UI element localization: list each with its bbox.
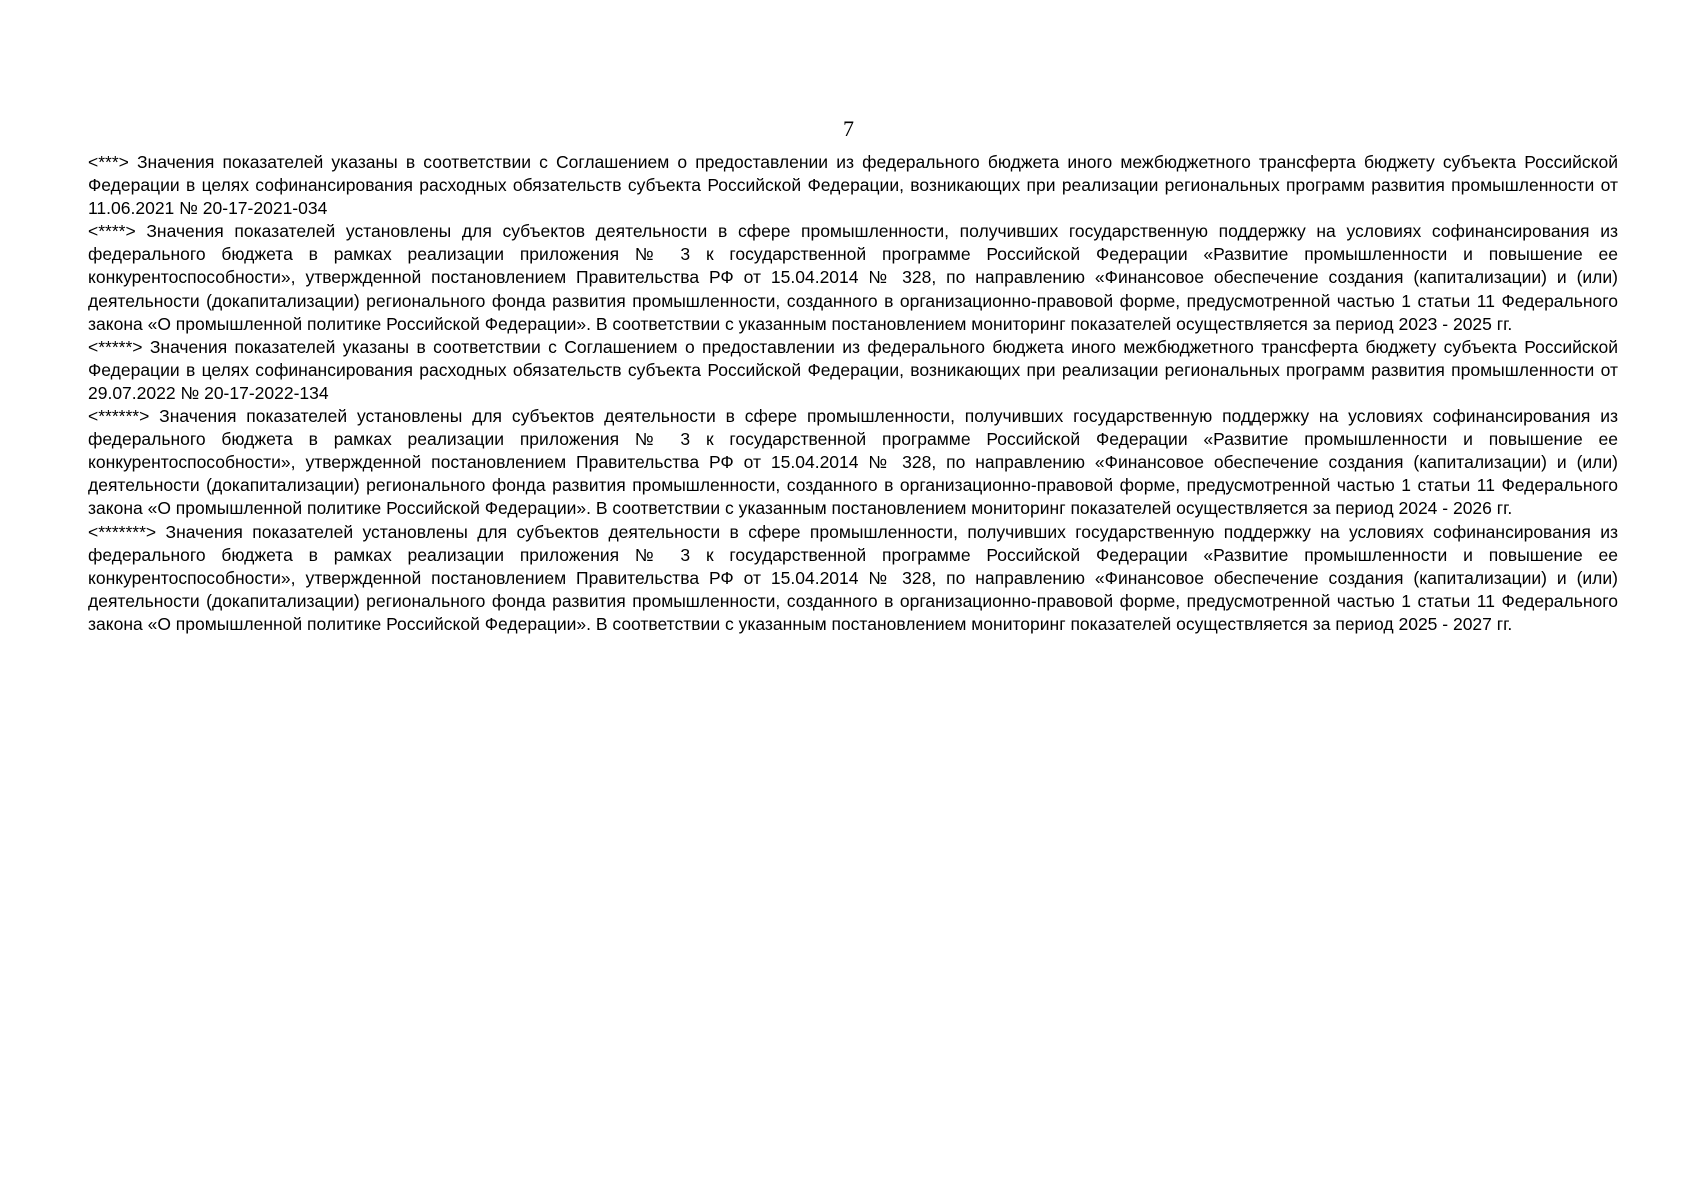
footnote-5-stars: <*****> Значения показателей указаны в соответствии с Соглашением о предоставлении из федерального бюджета иного межбюджетного трансферта бюджету субъекта Российской Федерации в целях софинансирования расходных обязательств субъекта Российской Федерации, возникающих при реализации региональных программ развития промышленности от 29.07.2022 № 20-17-2022-134 <box>88 336 1618 403</box>
footnotes-block <box>88 151 1618 636</box>
page-number: 7 <box>843 116 854 141</box>
footnote-6-stars: <******> Значения показателей установлены для субъектов деятельности в сфере промышленности, получивших государственную поддержку на условиях софинансирования из федерального бюджета в рамках реализации приложения № 3 к государственной программе Российской Федерации «Развитие промышленности и повышение ее конкурентоспособности», утвержденной постановлением Правительства РФ от 15.04.2014 № 328, по направлению «Финансовое обеспечение создания (капитализации) и (или) деятельности (докапитализации) регионального фонда развития промышленности, созданного в организационно-правовой форме, предусмотренной частью 1 статьи 11 Федерального закона «О промышленной политике Российской Федерации». В соответствии с указанным постановлением мониторинг показателей осуществляется за период 2024 - 2026 гг. <box>88 406 1618 519</box>
footnote-3-stars: <***> Значения показателей указаны в соответствии с Соглашением о предоставлении из федерального бюджета иного межбюджетного трансферта бюджету субъекта Российской Федерации в целях софинансирования расходных обязательств субъекта Российской Федерации, возникающих при реализации региональных программ развития промышленности от 11.06.2021 № 20-17-2021-034 <box>88 152 1618 219</box>
footnote-4-stars: <****> Значения показателей установлены для субъектов деятельности в сфере промышленности, получивших государственную поддержку на условиях софинансирования из федерального бюджета в рамках реализации приложения № 3 к государственной программе Российской Федерации «Развитие промышленности и повышение ее конкурентоспособности», утвержденной постановлением Правительства РФ от 15.04.2014 № 328, по направлению «Финансовое обеспечение создания (капитализации) и (или) деятельности (докапитализации) регионального фонда развития промышленности, созданного в организационно-правовой форме, предусмотренной частью 1 статьи 11 Федерального закона «О промышленной политике Российской Федерации». В соответствии с указанным постановлением мониторинг показателей осуществляется за период 2023 - 2025 гг. <box>88 221 1618 334</box>
footnote-7-stars: <*******> Значения показателей установлены для субъектов деятельности в сфере промышленности, получивших государственную поддержку на условиях софинансирования из федерального бюджета в рамках реализации приложения № 3 к государственной программе Российской Федерации «Развитие промышленности и повышение ее конкурентоспособности», утвержденной постановлением Правительства РФ от 15.04.2014 № 328, по направлению «Финансовое обеспечение создания (капитализации) и (или) деятельности (докапитализации) регионального фонда развития промышленности, созданного в организационно-правовой форме, предусмотренной частью 1 статьи 11 Федерального закона «О промышленной политике Российской Федерации». В соответствии с указанным постановлением мониторинг показателей осуществляется за период 2025 - 2027 гг. <box>88 521 1618 634</box>
